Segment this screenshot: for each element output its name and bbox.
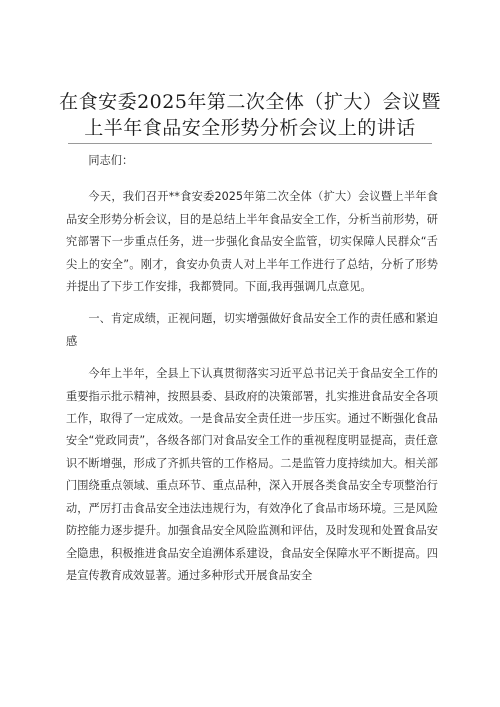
document-title-line-1: 在食安委2025年第二次全体（扩大）会议暨 (59, 91, 441, 113)
section-heading-1: 一、肯定成绩，正视问题，切实增强做好食品安全工作的责任感和紧迫感 (66, 312, 438, 348)
title-divider (68, 143, 432, 144)
paragraph-opening: 今天，我们召开**食安委2025年第二次全体（扩大）会议暨上半年食品安全形势分析会议，目的是总结上半年食品安全工作，分析当前形势，研究部署下一步重点任务，进一步强化食品安全监管，切实保障人民群众“舌尖上的安全”。刚才，食安办负责人对上半年工作进行了总结，分析了形势并提出了下步工作安排，我都赞同。下面,我再强调几点意见。 (66, 190, 438, 294)
paragraph-spacer (66, 353, 438, 363)
paragraph-spacer (66, 298, 438, 308)
paragraph-spacer (66, 172, 438, 186)
document-body (66, 150, 438, 587)
paragraph-achievements: 今年上半年，全县上下认真贯彻落实习近平总书记关于食品安全工作的重要指示批示精神，按照县委、县政府的决策部署，扎实推进食品安全各项工作，取得了一定成效。一是食品安全责任进一步压实。通过不断强化食品安全“党政同责”，各级各部门对食品安全工作的重视程度明显提高，责任意识不断增强，形成了齐抓共管的工作格局。二是监管力度持续加大。相关部门围绕重点领域、重点环节、重点品种，深入开展各类食品安全专项整治行动，严厉打击食品安全违法违规行为，有效净化了食品市场环境。三是风险防控能力逐步提升。加强食品安全风险监测和评估，及时发现和处置食品安全隐患，积极推进食品安全追溯体系建设，食品安全保障水平不断提高。四是宣传教育成效显著。通过多种形式开展食品安全 (66, 367, 438, 582)
document-title-line-2: 上半年食品安全形势分析会议上的讲话 (84, 117, 416, 139)
salutation: 同志们： (88, 154, 134, 167)
